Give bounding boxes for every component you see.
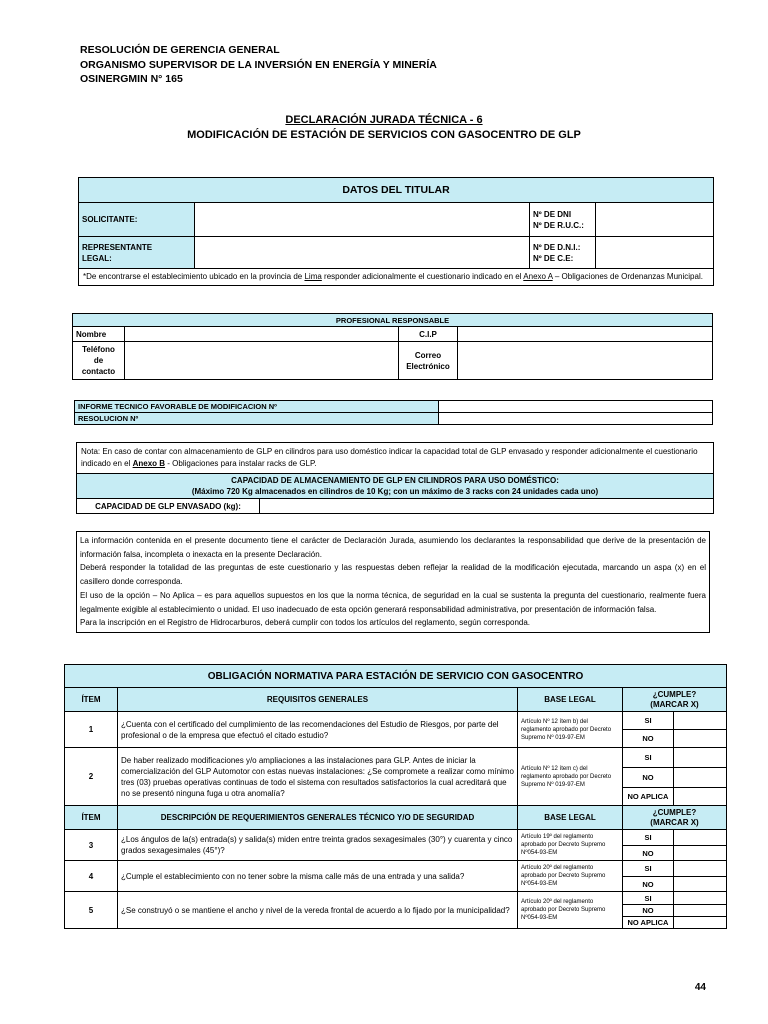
correo-label-2: Electrónico [406,361,450,371]
glp-table [76,442,714,514]
col-base-header-2: BASE LEGAL [518,806,623,830]
declaration-box [76,531,710,633]
obligation-table [64,664,727,929]
option-si-label: SI [623,712,674,730]
glp-note-anexo-b: Anexo B [132,459,166,468]
item-number: 3 [65,830,118,861]
correo-label [399,342,458,380]
col-descripcion-header: DESCRIPCIÓN DE REQUERIMIENTOS GENERALES TÉCNICO Y/O DE SEGURIDAD [118,806,518,830]
glp-note [77,443,714,474]
resolution-header [80,43,437,87]
option-si-box[interactable] [674,861,727,877]
titular-table [78,177,714,286]
header-line-1: RESOLUCIÓN DE GERENCIA GENERAL [80,44,280,56]
informe-table [74,400,713,425]
titular-heading: DATOS DEL TITULAR [79,178,714,203]
informe-field[interactable] [439,401,713,413]
note-text-b: responder adicionalmente el cuestionario indicado en el [321,272,524,281]
col-cumple-header [623,688,727,712]
item-number: 1 [65,712,118,748]
legal-basis: Artículo Nº 12 ítem b) del reglamento aprobado por Decreto Supremo Nº 019-97-EM [518,712,623,748]
col-cumple-header-2-1: ¿CUMPLE? [652,807,697,817]
option-no-label: NO [623,905,674,917]
ruc-label: Nº DE R.U.C.: [533,220,584,230]
option-si-box[interactable] [674,892,727,905]
telefono-field[interactable] [125,342,399,380]
representante-label-1: REPRESENTANTE [82,242,153,252]
col-cumple-header-2-2: (MARCAR X) [650,817,699,827]
col-cumple-header-2 [623,806,727,830]
option-si-label: SI [623,830,674,846]
page-number: 44 [694,982,706,993]
col-requisitos-header: REQUISITOS GENERALES [118,688,518,712]
legal-basis: Artículo 20º del reglamento aprobado por Decreto Supremo Nº054-93-EM [518,861,623,892]
option-no-box[interactable] [674,768,727,788]
col-cumple-header-2: (MARCAR X) [650,699,699,709]
col-item-header: ÍTEM [65,688,118,712]
option-no-label: NO [623,877,674,892]
declaration-paragraph-3: El uso de la opción – No Aplica – es para aquellos supuestos en los que la norma técnica, de seguridad en la cual se sustenta la pregunta del cuestionario, realmente fuera legalmente exigible al establecimiento o unidad. El uso inadecuado de esta opción generará responsabilidad administrativa, por presentación de información falsa. [80,590,706,614]
requirement-text: ¿Los ángulos de la(s) entrada(s) y salida(s) miden entre treinta grados sexagesimales (30°) y cuarenta y cinco grados sexagesimales (45°)? [118,830,518,861]
resolucion-field[interactable] [439,413,713,425]
envasado-label: CAPACIDAD DE GLP ENVASADO (kg): [77,499,260,514]
title-line-1: DECLARACIÓN JURADA TÉCNICA - 6 [285,114,483,126]
option-no-box[interactable] [674,877,727,892]
option-no-aplica-label: NO APLICA [623,788,674,806]
note-text-c: – Obligaciones de Ordenanzas Municipal. [552,272,703,281]
option-si-box[interactable] [674,748,727,768]
representante-label-2: LEGAL: [82,253,112,263]
profesional-table [72,313,713,380]
telefono-label-2: de [93,356,104,365]
option-si-label: SI [623,748,674,768]
option-si-label: SI [623,892,674,905]
note-lima: Lima [304,272,322,281]
profesional-heading: PROFESIONAL RESPONSABLE [73,314,713,327]
glp-capacity-title-2: (Máximo 720 Kg almacenados en cilindros de 10 Kg; con un máximo de 3 racks con 24 unidades cada uno) [191,487,599,496]
title-line-2: MODIFICACIÓN DE ESTACIÓN DE SERVICIOS CON GASOCENTRO DE GLP [187,129,581,141]
col-item-header-2: ÍTEM [65,806,118,830]
option-no-aplica-box[interactable] [674,788,727,806]
option-no-label: NO [623,846,674,861]
obligation-title: OBLIGACIÓN NORMATIVA PARA ESTACIÓN DE SERVICIO CON GASOCENTRO [65,665,727,688]
informe-label: INFORME TECNICO FAVORABLE DE MODIFICACION Nº [75,401,439,413]
col-base-header: BASE LEGAL [518,688,623,712]
glp-capacity-title [77,474,714,499]
option-si-box[interactable] [674,712,727,730]
dni-ce-label [530,237,596,269]
option-no-box[interactable] [674,846,727,861]
telefono-label [73,342,125,380]
ce-label: Nº DE C.E: [533,253,574,263]
resolucion-label: RESOLUCION Nº [75,413,439,425]
representante-label [79,237,195,269]
solicitante-label: SOLICITANTE: [79,203,195,237]
document-title [0,113,768,143]
option-no-label: NO [623,768,674,788]
header-line-2: ORGANISMO SUPERVISOR DE LA INVERSIÓN EN ENERGÍA Y MINERÍA [80,58,437,71]
titular-note [79,269,714,286]
option-si-label: SI [623,861,674,877]
nombre-field[interactable] [125,327,399,342]
dni-ruc-field[interactable] [596,203,714,237]
item-number: 5 [65,892,118,929]
declaration-paragraph-1: La información contenida en el presente documento tiene el carácter de Declaración Jurada, asumiendo los declarantes la responsabilidad que derive de la presentación de información falsa, incompleta o inexacta en la presente Declaración. [80,536,706,559]
note-text-a: *De encontrarse el establecimiento ubicado en la provincia de [83,272,305,281]
declaration-paragraph-2: Deberá responder la totalidad de las preguntas de este cuestionario y las respuestas deben reflejar la realidad de la modificación ejecutada, marcando un aspa (x) en el casillero donde corresponda. [80,563,706,587]
legal-basis: Artículo Nº 12 ítem c) del reglamento aprobado por Decreto Supremo Nº 019-97-EM [518,748,623,806]
dni-label: Nº DE DNI [533,209,572,219]
option-no-box[interactable] [674,730,727,748]
requirement-text: ¿Se construyó o se mantiene el ancho y nivel de la vereda frontal de acuerdo a lo fijado por la municipalidad? [118,892,518,929]
col-cumple-header-1: ¿CUMPLE? [652,689,697,699]
header-line-3: OSINERGMIN N° 165 [80,73,183,85]
glp-note-a: Nota: En caso de contar con almacenamiento de GLP en cilindros para uso doméstico indicar la capacidad total de GLP envasado y responder adicionalmente el cuestionario indicado en el [81,447,698,468]
requirement-text: ¿Cumple el establecimiento con no tener sobre la misma calle más de una entrada y una salida? [118,861,518,892]
representante-field[interactable] [195,237,530,269]
declaration-paragraph-4: Para la inscripción en el Registro de Hidrocarburos, deberá cumplir con todos los artículos del reglamento, según corresponda. [80,618,531,628]
legal-basis: Artículo 20º del reglamento aprobado por Decreto Supremo Nº054-93-EM [518,892,623,929]
glp-capacity-title-1: CAPACIDAD DE ALMACENAMIENTO DE GLP EN CILINDROS PARA USO DOMÉSTICO: [231,476,559,485]
solicitante-field[interactable] [195,203,530,237]
dni-ce-field[interactable] [596,237,714,269]
cip-field[interactable] [458,327,713,342]
option-no-aplica-box[interactable] [674,917,727,929]
item-number: 2 [65,748,118,806]
requirement-text: ¿Cuenta con el certificado del cumplimiento de las recomendaciones del Estudio de Riesgos, por parte del profesional o de la empresa que efectuó el citado estudio? [118,712,518,748]
nombre-label: Nombre [73,327,125,342]
dni2-label: Nº DE D.N.I.: [533,242,581,252]
item-number: 4 [65,861,118,892]
correo-field[interactable] [458,342,713,380]
option-si-box[interactable] [674,830,727,846]
telefono-label-3: contacto [81,367,116,376]
envasado-field[interactable] [260,499,714,514]
correo-label-1: Correo [414,350,442,360]
legal-basis: Artículo 19º del reglamento aprobado por Decreto Supremo Nº054-93-EM [518,830,623,861]
cip-label: C.I.P [399,327,458,342]
option-no-aplica-label: NO APLICA [623,917,674,929]
dni-ruc-label [530,203,596,237]
telefono-label-1: Teléfono [82,345,115,354]
requirement-text: De haber realizado modificaciones y/o ampliaciones a las instalaciones para GLP. Antes de iniciar la comercialización del GLP Automotor con estas nuevas instalaciones: ¿Se compromete a realizar como mínimo tres (03) pruebas operativas continuas de todo el sistema con resultados satisfactorios la cual acreditará que no se presentó ninguna fuga u otra anomalía? [118,748,518,806]
note-anexo-a: Anexo A [523,272,553,281]
glp-note-b: - Obligaciones para instalar racks de GLP. [165,459,317,468]
option-no-label: NO [623,730,674,748]
option-no-box[interactable] [674,905,727,917]
